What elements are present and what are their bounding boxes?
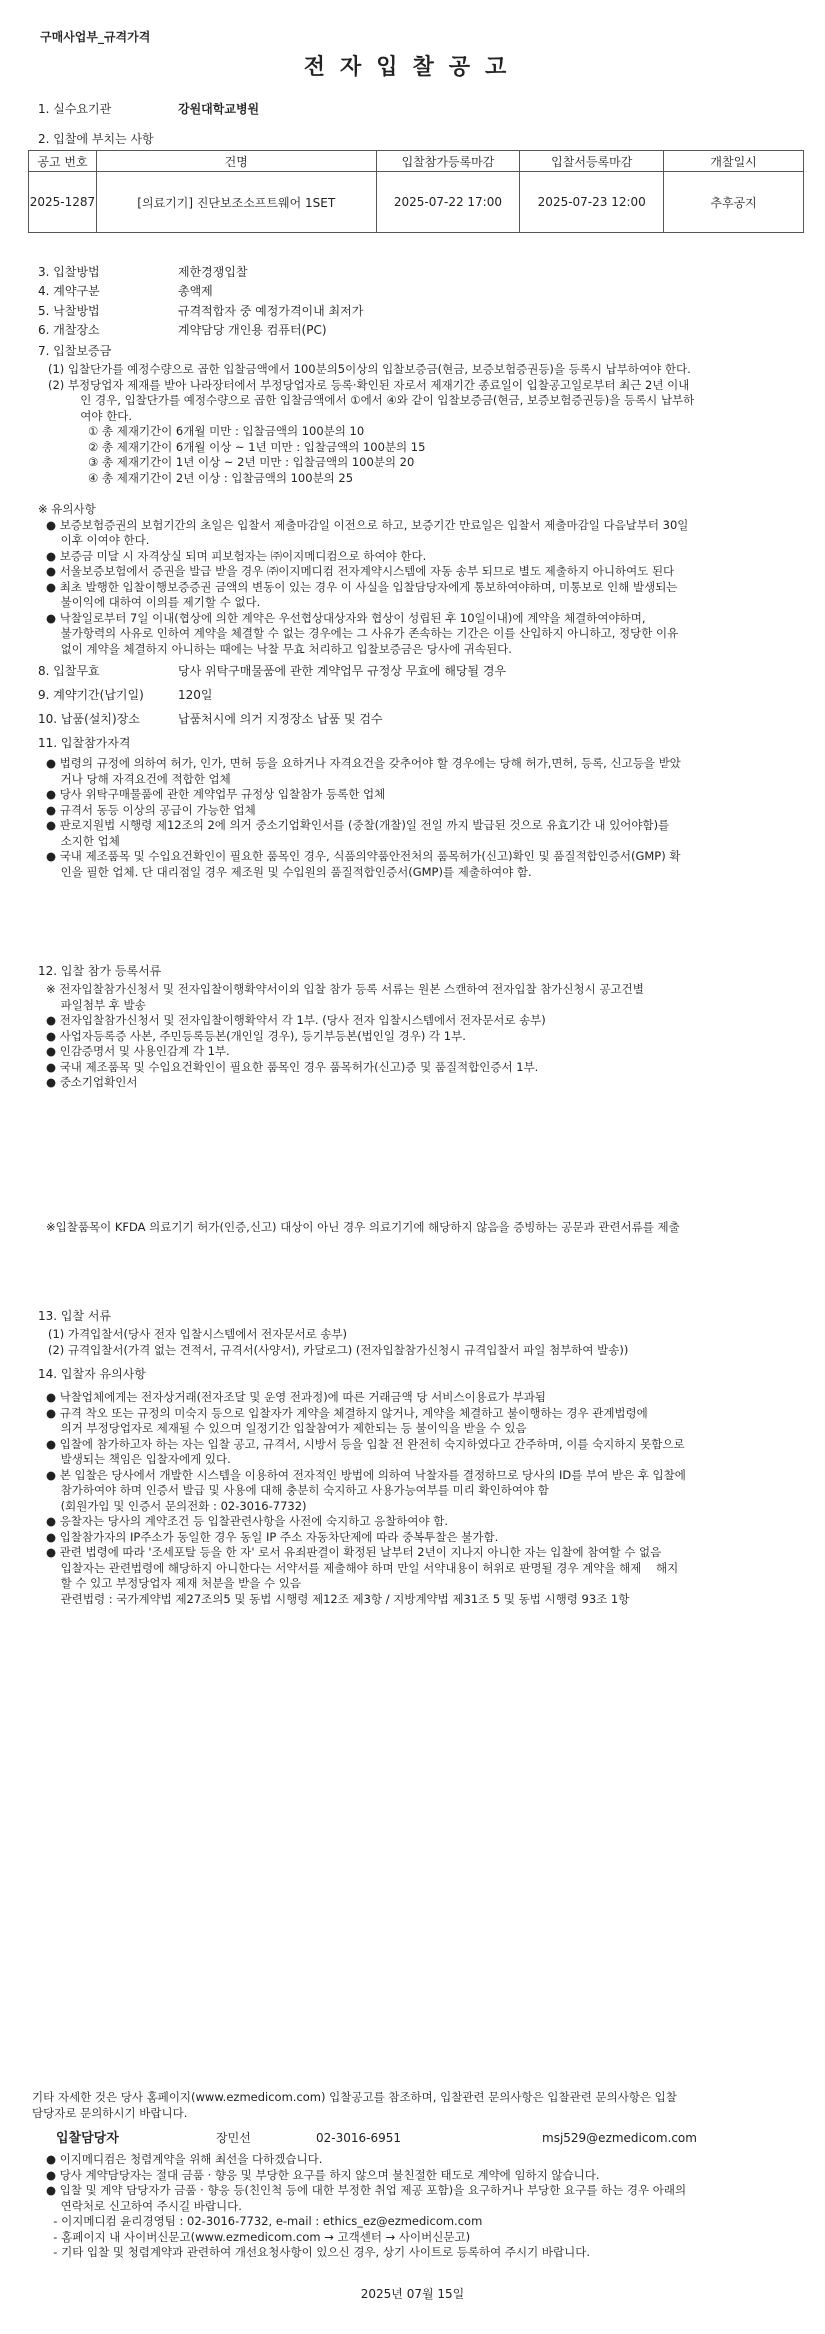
footer-info-line: 기타 자세한 것은 당사 홈페이지(www.ezmedicom.com) 입찰공고를 참조하며, 입찰관련 문의사항은 입찰관련 문의사항은 입찰	[32, 2090, 677, 2104]
bidder-note-line: (회원가입 및 인증서 문의전화 : 02-3016-7732)	[46, 1498, 307, 1513]
bidder-note-line: ● 낙찰업체에게는 전자상거래(전자조달 및 운영 전과정)에 따른 거래금액 당 서비스이용료가 부과됨	[46, 1390, 546, 1404]
section-6-label: 6. 개찰장소	[38, 323, 100, 337]
registration-doc-line: ● 중소기업확인서	[46, 1075, 138, 1089]
col-opening-date: 개찰일시	[664, 151, 804, 172]
qualification-line: 인을 필한 업체. 단 대리점일 경우 제조원 및 수입원의 품질적합인증서(GMP)를 제출하여야 함.	[46, 864, 532, 879]
footer-info	[32, 2090, 677, 2121]
section-5-label: 5. 낙찰방법	[38, 304, 100, 318]
cell-registration-deadline: 2025-07-22 17:00	[376, 172, 520, 233]
section-6-value: 계약담당 개인용 컴퓨터(PC)	[178, 323, 327, 337]
section-9-value: 120일	[178, 688, 213, 702]
ethics-line: - 홈페이지 내 사이버신문고(www.ezmedicom.com → 고객센터 → 사이버신문고)	[46, 2229, 471, 2244]
bidder-note-line: ● 본 입찰은 당사에서 개발한 시스템을 이용하여 전자적인 방법에 의하여 낙찰자를 결정하므로 당사의 ID를 부여 받은 후 입찰에	[46, 1467, 686, 1482]
note-line: 이후 이여야 한다.	[46, 533, 150, 547]
ethics-section	[38, 2152, 686, 2261]
department-label: 구매사업부_규격가격	[40, 30, 151, 44]
section-12-label: 12. 입찰 참가 등록서류	[38, 964, 162, 978]
deposit-sub-1: ① 총 제재기간이 6개월 미만 : 입찰금액의 100분의 10	[88, 424, 365, 438]
registration-doc-line: 파일첨부 후 발송	[46, 997, 146, 1012]
section-3-label: 3. 입찰방법	[38, 265, 100, 279]
note-line: 없이 계약을 체결하지 아니하는 때에는 낙찰 무효 처리하고 입찰보증금은 당사에 귀속된다.	[46, 641, 512, 656]
deposit-sub-4: ④ 총 제재기간이 2년 이상 : 입찰금액의 100분의 25	[88, 470, 354, 485]
institution-name: 강원대학교병원	[178, 102, 260, 116]
section-7-label: 7. 입찰보증금	[38, 344, 112, 358]
col-item-name: 건명	[96, 151, 376, 172]
registration-doc-line: ● 국내 제조품목 및 수입요건확인이 필요한 품목인 경우 품목허가(신고)증 및 품질적합인증서 1부.	[46, 1059, 539, 1074]
contact-phone: 02-3016-6951	[316, 2131, 402, 2145]
qualification-line: ● 당사 위탁구매물품에 관한 계약업무 규정상 입찰참가 등록한 업체	[46, 787, 386, 801]
section-13-body	[38, 1327, 628, 1358]
registration-doc-line: ● 사업자등록증 사본, 주민등록등본(개인일 경우), 등기부등본(법인일 경우) 각 1부.	[46, 1028, 466, 1043]
footer-info-line: 담당자로 문의하시기 바랍니다.	[32, 2105, 188, 2120]
bidder-note-line: 참가하여야 하며 인증서 발급 및 사용에 대해 충분히 숙지하고 사용가능여부를 미리 확인하여야 함	[46, 1483, 549, 1497]
bidder-note-line: ● 입찰에 참가하고자 하는 자는 입찰 공고, 규격서, 시방서 등을 입찰 전 완전히 숙지하였다고 간주하며, 이를 숙지하지 못함으로	[46, 1436, 685, 1451]
col-notice-no: 공고 번호	[29, 151, 97, 172]
cell-item-name: [의료기기] 진단보조소프트웨어 1SET	[96, 172, 376, 233]
notice-date: 2025년 07월 15일	[360, 2287, 465, 2301]
contact-row	[56, 2127, 697, 2146]
section-3	[38, 263, 248, 280]
qualification-line: ● 법령의 규정에 의하여 허가, 인가, 면허 등을 요하거나 자격요건을 갖추어야 할 경우에는 당해 허가,면허, 등록, 신고등을 받았	[46, 756, 681, 770]
section-6	[38, 321, 327, 338]
kfda-note	[46, 1220, 680, 1236]
section-11-body	[38, 756, 681, 880]
qualification-line: 거나 당해 자격요건에 적합한 업체	[46, 771, 231, 786]
section-1	[38, 100, 259, 117]
section-11-label: 11. 입찰참가자격	[38, 736, 131, 750]
section-14-label: 14. 입찰자 유의사항	[38, 1367, 146, 1381]
bid-doc-line: (2) 규격입찰서(가격 없는 견적서, 규격서(사양서), 카달로그) (전자입찰참가신청시 규격입찰서 파일 첨부하여 발송))	[48, 1342, 629, 1357]
registration-doc-line: ※ 전자입찰참가신청서 및 전자입찰이행확약서이외 입찰 참가 등록 서류는 원본 스캔하여 전자입찰 참가신청시 공고건별	[46, 982, 644, 996]
bidder-note-line: 관련법령 : 국가계약법 제27조의5 및 동법 시행령 제12조 제3항 / 지방계약법 제31조 5 및 동법 시행령 93조 1항	[46, 1591, 630, 1606]
note-line: 불가항력의 사유로 인하여 계약을 체결할 수 없는 경우에는 그 사유가 존속하는 기간은 이를 산입하지 아니하고, 정당한 이유	[46, 626, 679, 640]
section-8	[38, 662, 506, 679]
bid-items-table	[28, 150, 804, 233]
bidder-note-line: ● 규격 착오 또는 규정의 미숙지 등으로 입찰자가 계약을 체결하지 않거나, 계약을 체결하고 불이행하는 경우 관계법령에	[46, 1405, 648, 1420]
section-12-body	[38, 982, 644, 1091]
kfda-note-text: ※입찰품목이 KFDA 의료기기 허가(인증,신고) 대상이 아닌 경우 의료기기에 해당하지 않음을 증빙하는 공문과 관련서류를 제출	[46, 1220, 680, 1234]
section-7-body	[38, 362, 694, 486]
bidder-note-line: 입찰자는 관련법령에 해당하지 아니한다는 서약서를 제출해야 하며 만일 서약내용이 허위로 판명될 경우 계약을 해제 해지	[46, 1560, 679, 1575]
note-line: 불이익에 대하여 이의를 제기할 수 없다.	[46, 595, 261, 609]
bidder-note-line: ● 입찰참가자의 IP주소가 동일한 경우 동일 IP 주소 자동차단제에 따라 중복투찰은 불가함.	[46, 1529, 499, 1544]
ethics-line: ● 당사 계약담당자는 절대 금품 · 향응 및 부당한 요구를 하지 않으며 불친절한 태도로 계약에 임하지 않습니다.	[46, 2167, 600, 2182]
section-8-label: 8. 입찰무효	[38, 664, 100, 678]
bidder-note-line: ● 응찰자는 당사의 계약조건 등 입찰관련사항을 사전에 숙지하고 응찰하여야 함.	[46, 1514, 449, 1528]
deposit-sub-3: ③ 총 제재기간이 1년 이상 ~ 2년 미만 : 입찰금액의 100분의 20	[88, 455, 415, 469]
document-title: 전자입찰공고	[303, 55, 522, 80]
qualification-line: ● 판로지원법 시행령 제12조의 2에 의거 중소기업확인서를 (중찰(개찰)일 전일 까지 발급된 것으로 유효기간 내 있어야함)를	[46, 818, 670, 832]
ethics-line: ● 입찰 및 계약 담당자가 금품 · 향응 등(친인척 등에 대한 부정한 취업 제공 포함)을 요구하거나 부당한 요구를 하는 경우 아래의	[46, 2183, 687, 2197]
qualification-line: 소지한 업체	[46, 833, 120, 848]
qualification-line: ● 국내 제조품목 및 수입요건확인이 필요한 품목인 경우, 식품의약품안전처의 품목허가(신고)확인 및 품질적합인증서(GMP) 확	[46, 849, 681, 863]
section-9-label: 9. 계약기간(납기일)	[38, 688, 144, 702]
section-13-label: 13. 입찰 서류	[38, 1309, 112, 1323]
notes-section	[38, 502, 688, 657]
registration-doc-line: ● 인감증명서 및 사용인감계 각 1부.	[46, 1044, 230, 1058]
table-header-row	[29, 151, 804, 172]
ethics-line: - 이지메디컴 윤리경영팀 : 02-3016-7732, e-mail : ethics_ez@ezmedicom.com	[46, 2214, 483, 2228]
notes-label: ※ 유의사항	[38, 502, 96, 516]
cell-opening-date: 추후공지	[664, 172, 804, 233]
note-line: ● 보증보험증권의 보험기간의 초일은 입찰서 제출마감일 이전으로 하고, 보증기간 만료일은 입찰서 제출마감일 다음날부터 30일	[46, 517, 689, 532]
cell-bid-deadline: 2025-07-23 12:00	[520, 172, 664, 233]
note-line: ● 최초 발행한 입찰이행보증증권 금액의 변동이 있는 경우 이 사실을 입찰담당자에게 통보하여야하며, 미통보로 인해 발생되는	[46, 579, 678, 594]
section-5	[38, 302, 363, 319]
ethics-line: ● 이지메디컴은 청렴계약을 위해 최선을 다하겠습니다.	[46, 2152, 323, 2166]
bidder-note-line: 발생되는 책임은 입찰자에게 있다.	[46, 1452, 231, 1466]
section-3-value: 제한경쟁입찰	[178, 265, 248, 279]
section-4-label: 4. 계약구분	[38, 284, 100, 298]
contact-email[interactable]: msj529@ezmedicom.com	[542, 2131, 697, 2145]
section-1-label: 1. 실수요기관	[38, 102, 112, 116]
note-line: ● 서울보증보험에서 증권을 발급 받을 경우 ㈜이지메디컴 전자계약시스템에 자동 송부 되므로 별도 제출하지 아니하여도 된다	[46, 564, 675, 578]
ethics-line: - 기타 입찰 및 청렴계약과 관련하여 개선요청사항이 있으신 경우, 상기 사이트로 등록하여 주시기 바랍니다.	[46, 2245, 590, 2259]
col-bid-deadline: 입찰서등록마감	[520, 151, 664, 172]
deposit-sub-2: ② 총 제재기간이 6개월 이상 ~ 1년 미만 : 입찰금액의 100분의 15	[88, 439, 426, 454]
bidder-note-line: 의거 부정당업자로 제재될 수 있으며 일정기간 입찰참여가 제한되는 등 불이익을 받을 수 있음	[46, 1421, 527, 1435]
col-registration-deadline: 입찰참가등록마감	[376, 151, 520, 172]
section-5-value: 규격적합자 중 예정가격이내 최저가	[178, 304, 364, 318]
deposit-line-4: 여야 한다.	[62, 408, 133, 423]
section-4	[38, 282, 213, 299]
contact-label: 입찰담당자	[56, 2131, 119, 2146]
registration-doc-line: ● 전자입찰참가신청서 및 전자입찰이행확약서 각 1부. (당사 전자 입찰시스템에서 전자문서로 송부)	[46, 1013, 546, 1027]
note-line: ● 보증금 미달 시 자격상실 되며 피보험자는 ㈜이지메디컴으로 하여야 한다.	[46, 548, 427, 563]
bidder-note-line: ● 관련 법령에 따라 '조세포탈 등을 한 자' 로서 유죄판결이 확정된 날부터 2년이 지나지 아니한 자는 입찰에 참여할 수 없음	[46, 1545, 662, 1559]
bid-doc-line: (1) 가격입찰서(당사 전자 입찰시스템에서 전자문서로 송부)	[48, 1327, 348, 1341]
section-10	[38, 710, 383, 727]
bidder-note-line: 할 수 있고 부정당업자 제재 처분을 받을 수 있음	[46, 1576, 301, 1590]
contact-name: 장민선	[216, 2131, 251, 2145]
deposit-line-3: 인 경우, 입찰단가를 예정수량으로 곱한 입찰금액에서 ①에서 ④와 같이 입찰보증금(현금, 보증보험증권등)을 등록시 납부하	[62, 393, 695, 407]
section-8-value: 당사 위탁구매물품에 관한 계약업무 규정상 무효에 해당될 경우	[178, 664, 507, 678]
section-9	[38, 686, 213, 703]
table-row	[29, 172, 804, 233]
section-4-value: 총액제	[178, 284, 213, 298]
section-10-value: 납품처시에 의거 지정장소 납품 및 검수	[178, 712, 383, 726]
section-2-label: 2. 입찰에 부치는 사항	[38, 132, 154, 146]
note-line: ● 낙찰일로부터 7일 이내(협상에 의한 계약은 우선협상대상자와 협상이 성립된 후 10일이내)에 계약을 체결하여야하며,	[46, 610, 646, 625]
ethics-line: 연락처로 신고하여 주시길 바랍니다.	[46, 2198, 242, 2213]
cell-notice-no: 2025-1287	[29, 172, 97, 233]
deposit-line-2: (2) 부정당업자 제재를 받아 나라장터에서 부정당업자로 등록·확인된 자로서 제재기간 종료일이 입찰공고일로부터 최근 2년 이내	[48, 377, 690, 392]
qualification-line: ● 규격서 동등 이상의 공급이 가능한 업체	[46, 802, 256, 817]
section-10-label: 10. 납품(설치)장소	[38, 712, 140, 726]
deposit-line-1: (1) 입찰단가를 예정수량으로 곱한 입찰금액에서 100분의5이상의 입찰보증금(현금, 보증보험증권등)을 등록시 납부하여야 한다.	[48, 362, 691, 376]
section-14-body	[38, 1390, 686, 1607]
